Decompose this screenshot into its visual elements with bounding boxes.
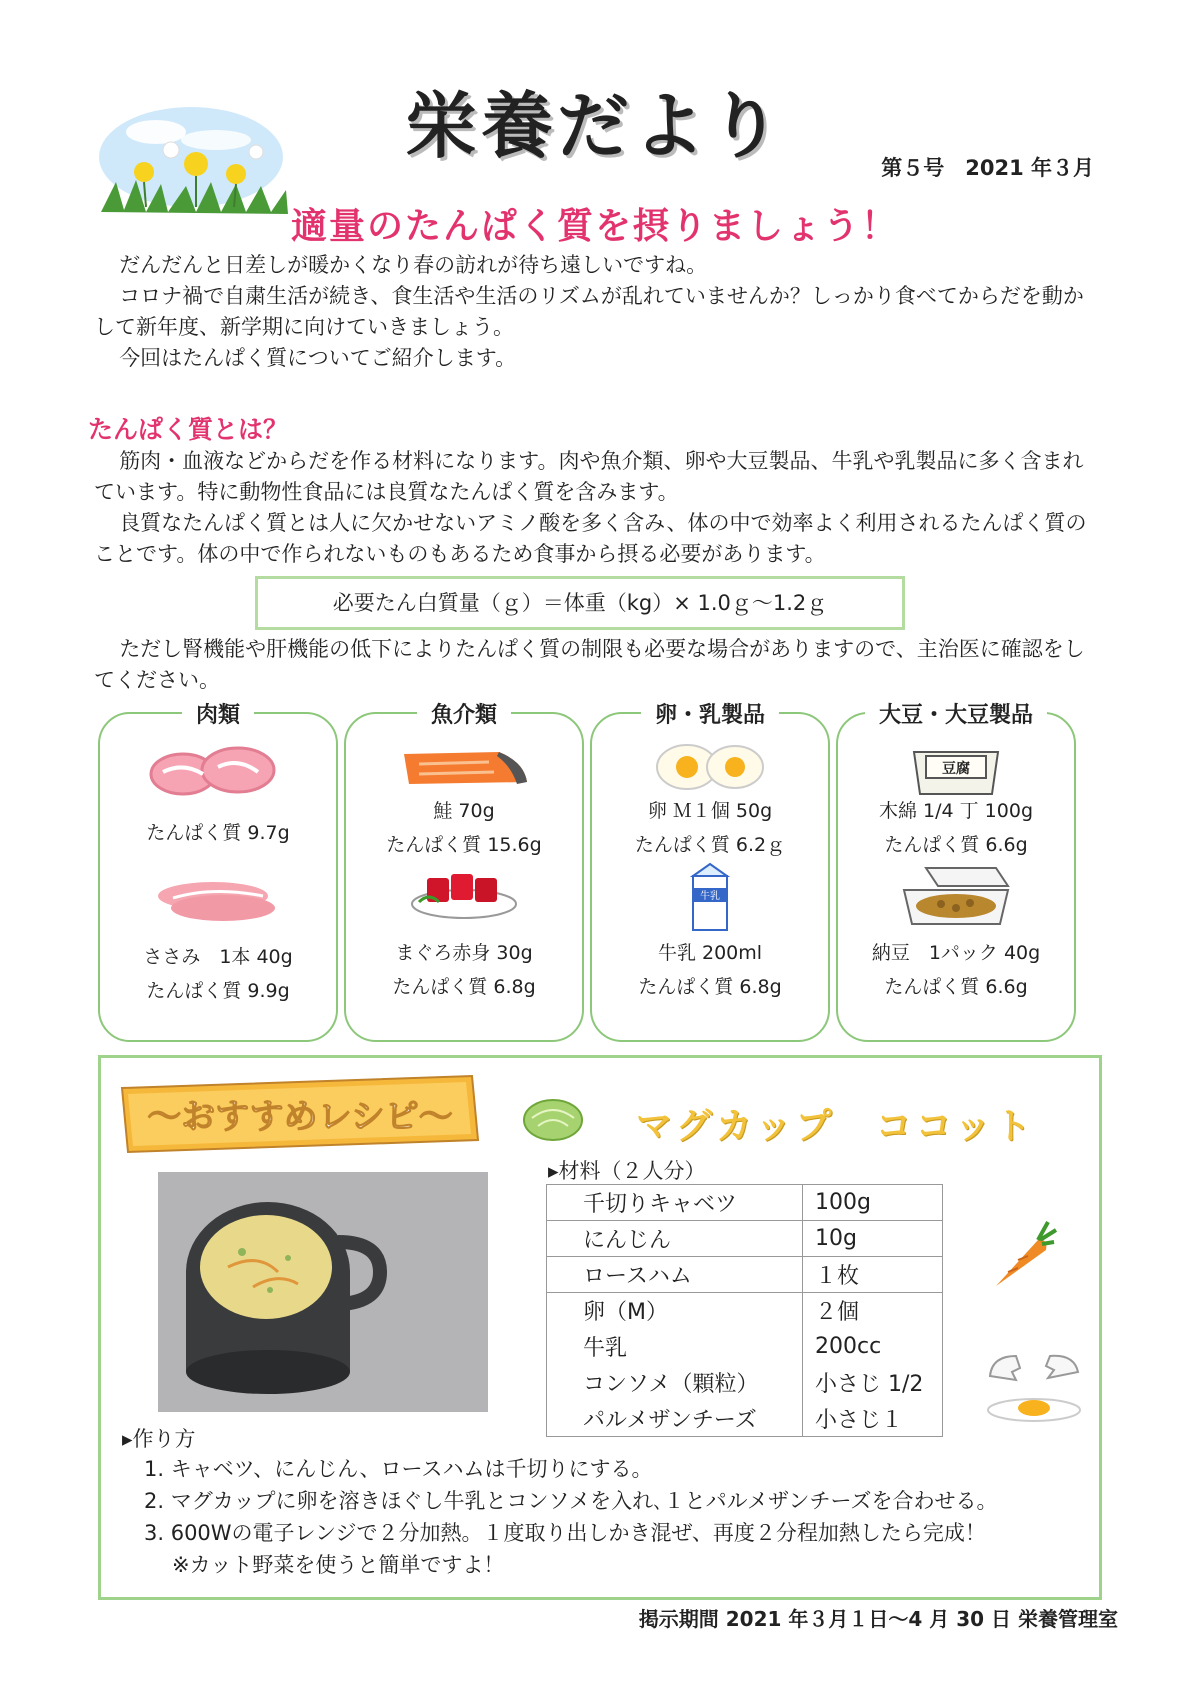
ingredient-name: 牛乳 — [547, 1329, 803, 1365]
step-3: 3. 600Wの電子レンジで２分加熱。１度取り出しかき混ぜ、再度２分程加熱したら完成！ — [144, 1521, 986, 1545]
food-category-cards — [98, 703, 1138, 1042]
seafood-item-2-name: まぐろ赤身 30g — [395, 942, 533, 964]
dairy-item-2-protein: たんぱく質 6.8g — [638, 976, 782, 998]
cabbage-icon — [522, 1096, 584, 1142]
natto-icon — [896, 864, 1016, 928]
tuna-sashimi-icon — [409, 866, 519, 922]
ingredient-amount: 10g — [803, 1221, 943, 1257]
section-paragraph-2: 良質なたんぱく質とは人に欠かせないアミノ酸を多く含み、体の中で効率よく利用されるたんぱく質のことです。体の中で作られないものもあるため食事から摂る必要があります。 — [94, 511, 1087, 566]
dairy-item-1-name: 卵 Ｍ１個 50g — [647, 800, 773, 822]
posting-period: 掲示期間 2021 年３月１日～4 月 30 日 栄養管理室 — [638, 1607, 1118, 1631]
ingredients-heading: ▸材料（２人分） — [548, 1159, 706, 1183]
method-steps — [144, 1453, 997, 1581]
recipe-banner-text: ～おすすめレシピ～ — [147, 1097, 453, 1137]
ingredient-row — [547, 1257, 943, 1293]
headline: 適量のたんぱく質を摂りましょう！ — [290, 206, 899, 247]
soy-item-2-protein: たんぱく質 6.6g — [884, 976, 1028, 998]
milk-carton-icon — [685, 862, 735, 932]
section-paragraph-1: 筋肉・血液などからだを作る材料になります。肉や魚介類、卵や大豆製品、牛乳や乳製品に多く含まれています。特に動物性食品には良質なたんぱく質を含みます。 — [94, 449, 1084, 504]
dairy-item-1-protein: たんぱく質 6.2ｇ — [634, 834, 786, 856]
step-1: 1. キャベツ、にんじん、ロースハムは千切りにする。 — [144, 1457, 653, 1481]
intro-line-3: 今回はたんぱく質についてご紹介します。 — [119, 346, 517, 370]
meat-item-2-protein: たんぱく質 9.9g — [146, 980, 290, 1002]
meat-item-2-name: ささみ 1本 40g — [143, 946, 293, 968]
intro-text — [94, 250, 1104, 374]
card-title: 肉類 — [182, 703, 254, 728]
svg-text:牛乳: 牛乳 — [700, 891, 720, 902]
ingredient-name: ロースハム — [547, 1257, 803, 1293]
ingredient-name: パルメザンチーズ — [547, 1401, 803, 1437]
soy-item-1-name: 木綿 1/4 丁 100g — [878, 800, 1034, 822]
card-seafood — [344, 703, 584, 1042]
card-egg-dairy — [590, 703, 830, 1042]
svg-text:豆腐: 豆腐 — [942, 761, 970, 777]
carrot-icon — [988, 1218, 1058, 1290]
ingredient-name: 千切りキャベツ — [547, 1185, 803, 1221]
section-text — [94, 446, 1104, 570]
ingredient-name: にんじん — [547, 1221, 803, 1257]
recipe-photo — [158, 1172, 488, 1412]
card-meat — [98, 703, 338, 1042]
soy-item-2-name: 納豆 1パック 40g — [871, 942, 1041, 964]
ingredient-amount: 200cc — [803, 1329, 943, 1365]
ingredient-row — [547, 1329, 943, 1365]
cracked-egg-icon — [986, 1352, 1082, 1422]
section-heading: たんぱく質とは？ — [88, 415, 289, 444]
ingredient-amount: １枚 — [803, 1257, 943, 1293]
chicken-tender-icon — [153, 876, 283, 926]
card-title: 魚介類 — [417, 703, 511, 728]
mug-cocotte-photo — [158, 1172, 488, 1412]
dairy-item-2-name: 牛乳 200ml — [657, 942, 763, 964]
meat-item-1-protein: たんぱく質 9.7g — [146, 822, 290, 844]
issue-info: 第５号 2021 年３月 — [881, 156, 1094, 180]
card-title: 大豆・大豆製品 — [865, 703, 1047, 728]
recipe-banner — [116, 1070, 482, 1156]
ingredient-row — [547, 1293, 943, 1329]
ingredient-name: 卵（M） — [547, 1293, 803, 1329]
section-note — [94, 634, 1104, 696]
card-soy — [836, 703, 1076, 1042]
recipe-tip: ※カット野菜を使うと簡単ですよ！ — [172, 1553, 505, 1577]
tofu-icon — [908, 742, 1004, 798]
recipe-name: マグカップ ココット — [636, 1106, 1035, 1147]
step-2: 2. マグカップに卵を溶きほぐし牛乳とコンソメを入れ､１とパルメザンチーズを合わせる。 — [144, 1489, 998, 1513]
ingredients-table — [546, 1184, 943, 1437]
method-heading: ▸作り方 — [122, 1427, 196, 1451]
intro-line-1: だんだんと日差しが暖かくなり春の訪れが待ち遠しいですね。 — [119, 253, 708, 277]
boiled-egg-icon — [655, 742, 765, 792]
section-note-text: ただし腎機能や肝機能の低下によりたんぱく質の制限も必要な場合がありますので、主治医に確認をしてください。 — [94, 637, 1085, 692]
protein-formula-box: 必要たん白質量（ｇ）＝体重（kg）× 1.0ｇ～1.2ｇ — [255, 576, 905, 630]
intro-line-2: コロナ禍で自粛生活が続き、食生活や生活のリズムが乱れていませんか？しっかり食べてからだを動かして新年度、新学期に向けていきましょう。 — [94, 284, 1084, 339]
ingredient-amount: 100g — [803, 1185, 943, 1221]
seafood-item-2-protein: たんぱく質 6.8g — [392, 976, 536, 998]
seafood-item-1-protein: たんぱく質 15.6g — [386, 834, 542, 856]
card-title: 卵・乳製品 — [641, 703, 779, 728]
ingredient-row — [547, 1365, 943, 1401]
ingredient-amount: ２個 — [803, 1293, 943, 1329]
soy-item-1-protein: たんぱく質 6.6g — [884, 834, 1028, 856]
salmon-icon — [399, 744, 529, 792]
ingredient-row — [547, 1185, 943, 1221]
meat-slices-icon — [148, 742, 288, 802]
seafood-item-1-name: 鮭 70g — [433, 800, 495, 822]
ingredient-row — [547, 1401, 943, 1437]
page-title: 栄養だより — [404, 84, 785, 168]
ingredient-name: コンソメ（顆粒） — [547, 1365, 803, 1401]
ingredient-row — [547, 1221, 943, 1257]
ingredient-amount: 小さじ 1/2 — [803, 1365, 943, 1401]
ingredient-amount: 小さじ１ — [803, 1401, 943, 1437]
